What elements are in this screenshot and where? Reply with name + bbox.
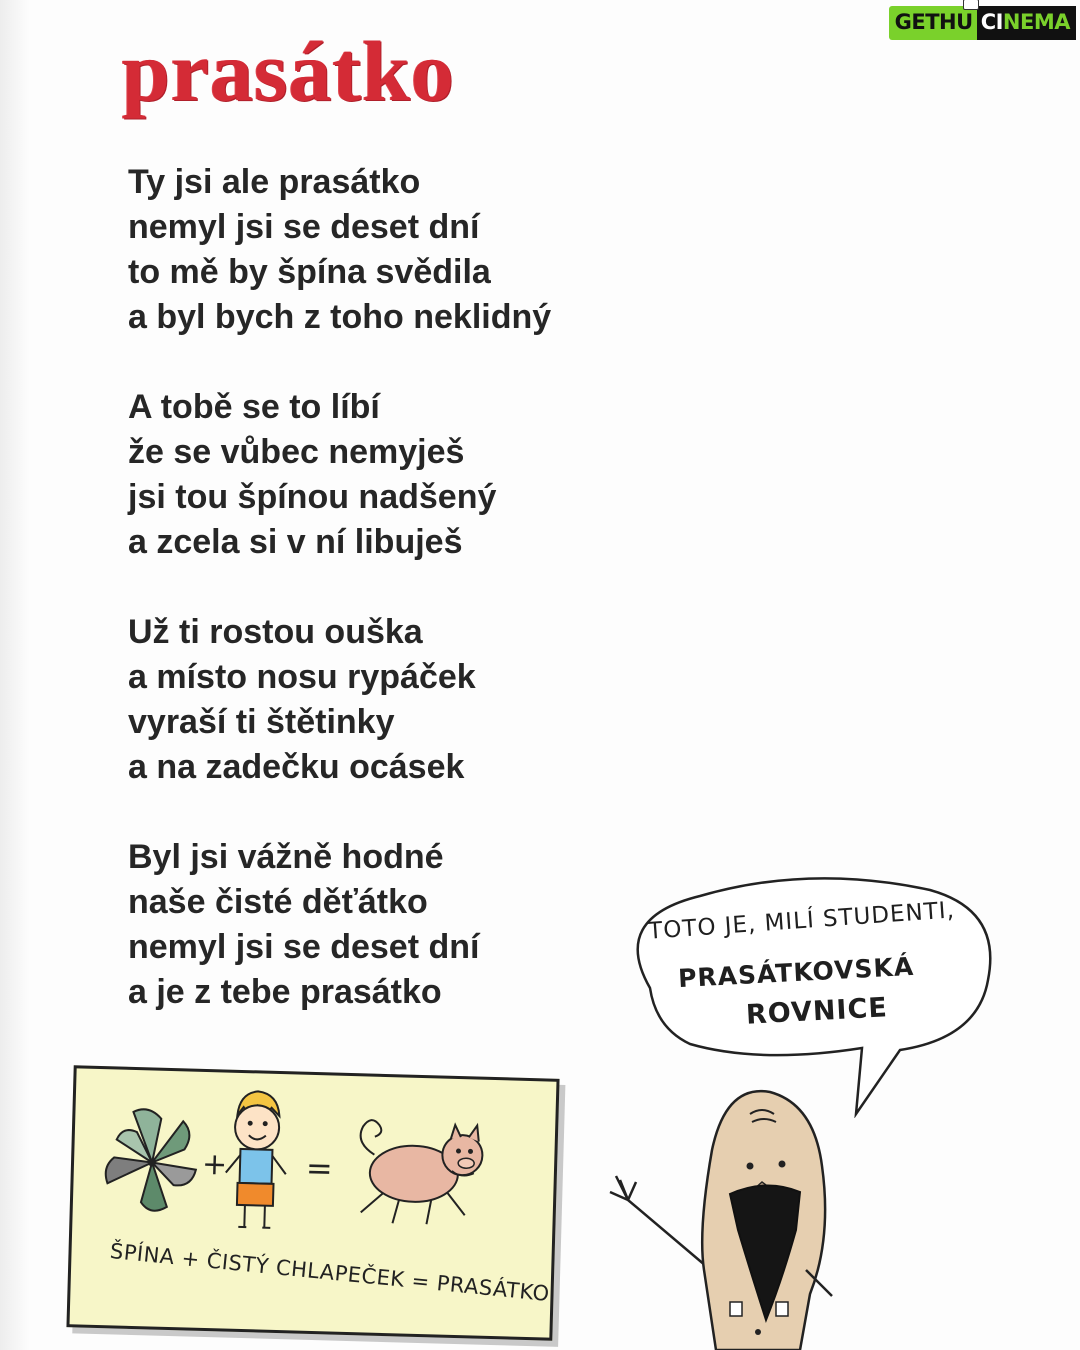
poem-line: to mě by špína svědila [128, 253, 491, 291]
poem-line: nemyl jsi se deset dní [128, 928, 480, 966]
poem-line: a je z tebe prasátko [128, 973, 442, 1011]
teacher-icon [600, 1070, 840, 1350]
watermark-right-highlight: NEMA [1002, 10, 1070, 34]
camera-icon [963, 0, 979, 10]
equation-caption: ŠPÍNA + ČISTÝ CHLAPEČEK = PRASÁTKO [108, 1239, 551, 1306]
watermark-left: GETHU [889, 6, 977, 40]
poem-line: a byl bych z toho neklidný [128, 298, 552, 336]
watermark-right-plain: CI [980, 10, 1003, 34]
equation-card [66, 1065, 559, 1340]
poem-line: A tobě se to líbí [128, 388, 380, 426]
poem-line: vyraší ti štětinky [128, 703, 395, 741]
poem-stanza [128, 160, 551, 340]
watermark-logo [889, 6, 1076, 40]
poem-line: Už ti rostou ouška [128, 613, 423, 651]
poem-stanza [128, 835, 551, 1015]
poem-line: naše čisté děťátko [128, 883, 428, 921]
watermark-right [977, 6, 1076, 40]
poem-line: jsi tou špínou nadšený [128, 478, 497, 516]
page-edge [0, 0, 30, 1350]
poem [128, 160, 551, 1060]
poem-stanza [128, 385, 551, 565]
speech-bubble-line-2: PRASÁTKOVSKÁ [677, 951, 915, 994]
dirt-splat-icon [105, 1108, 198, 1212]
poem-line: Ty jsi ale prasátko [128, 163, 421, 201]
plus-sign: + [201, 1146, 228, 1183]
poem-line: nemyl jsi se deset dní [128, 208, 480, 246]
poem-line: a na zadečku ocásek [128, 748, 465, 786]
page-title: prasátko [122, 23, 455, 119]
poem-line: a zcela si v ní libuješ [128, 523, 463, 561]
poem-line: Byl jsi vážně hodné [128, 838, 444, 876]
speech-bubble-line-1: TOTO JE, MILÍ STUDENTI, [647, 897, 956, 945]
poem-line: že se vůbec nemyješ [128, 433, 465, 471]
boy-icon [224, 1091, 288, 1229]
speech-bubble-line-3: ROVNICE [745, 992, 889, 1031]
poem-line: a místo nosu rypáček [128, 658, 476, 696]
poem-stanza [128, 610, 551, 790]
pig-icon [358, 1120, 483, 1226]
equals-sign: = [305, 1148, 334, 1188]
